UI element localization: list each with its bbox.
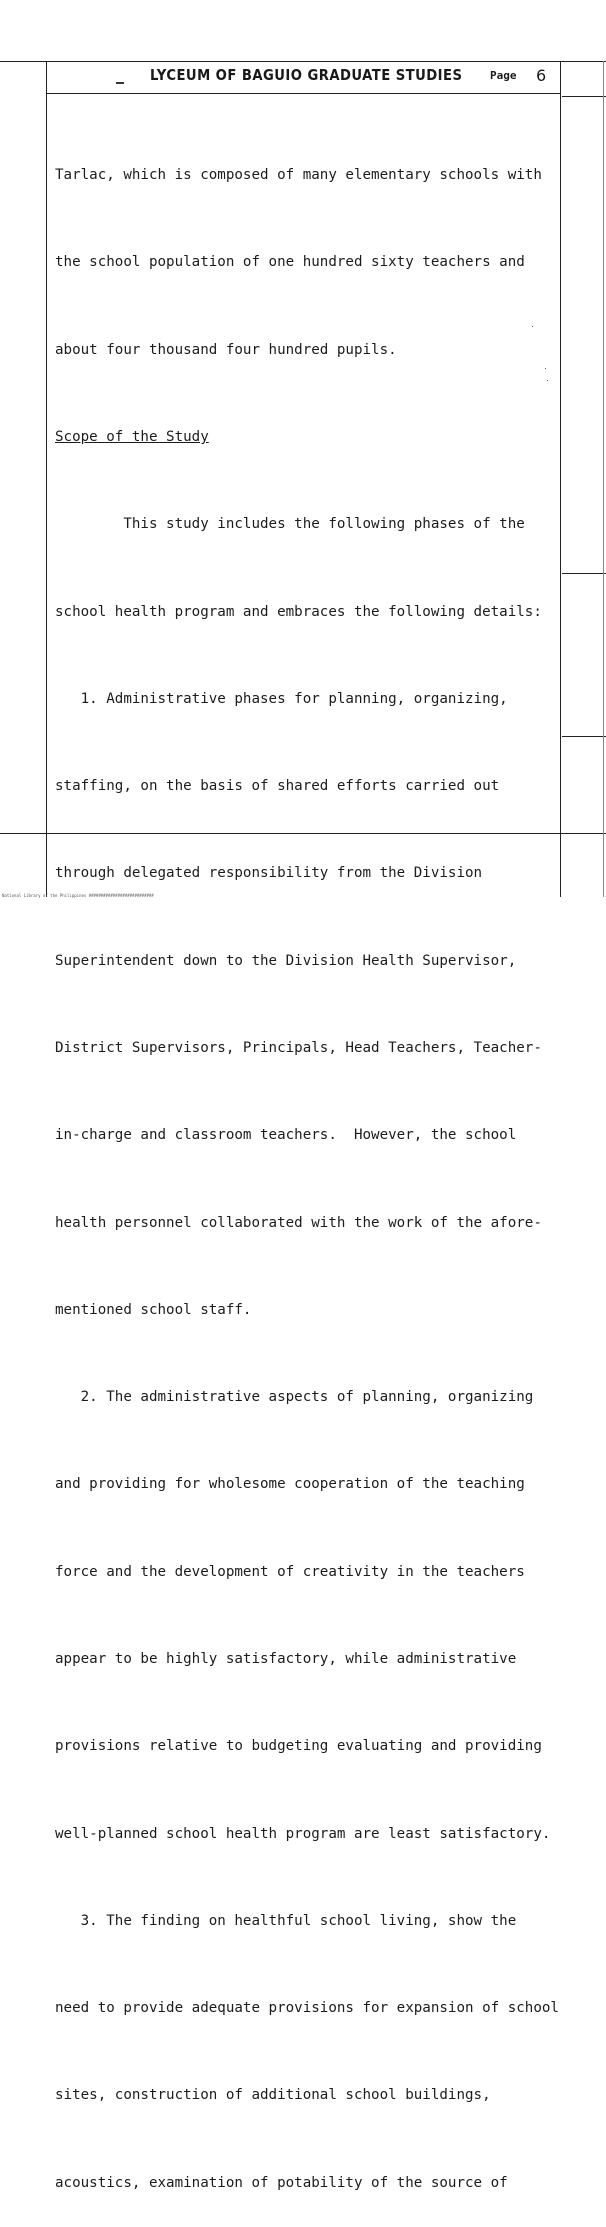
- page-label: Page: [490, 69, 517, 82]
- text-line: provisions relative to budgeting evaluating and providing: [55, 1738, 542, 1755]
- text-line: school health program and embraces the following details:: [55, 603, 542, 620]
- header-underline: [46, 93, 560, 94]
- right-edge-rule-1: [562, 96, 606, 97]
- page-title: LYCEUM OF BAGUIO GRADUATE STUDIES: [150, 66, 463, 84]
- text-line: 3. The finding on healthful school living, show the: [55, 1912, 517, 1929]
- text-line: through delegated responsibility from the Division: [55, 865, 483, 882]
- left-margin-rule: [46, 61, 47, 897]
- text-line: health personnel collaborated with the work of the afore-: [55, 1214, 542, 1231]
- text-line: Tarlac, which is composed of many elementary schools with: [55, 167, 542, 184]
- text-line: acoustics, examination of potability of the source of: [55, 2174, 508, 2191]
- right-edge-rule-2: [562, 573, 606, 574]
- document-body: [55, 103, 560, 2227]
- scan-speck: [547, 380, 548, 381]
- text-line: District Supervisors, Principals, Head Teachers, Teacher-: [55, 1040, 542, 1056]
- text-line: in-charge and classroom teachers. However, the school: [55, 1127, 517, 1144]
- text-line: 2. The administrative aspects of planning, organizing: [55, 1389, 534, 1406]
- text-line: well-planned school health program are least satisfactory.: [55, 1825, 551, 1842]
- right-edge-rule-3: [562, 736, 606, 737]
- scan-speck: [532, 326, 533, 327]
- text-line: This study includes the following phases of the: [55, 516, 525, 533]
- text-line: appear to be highly satisfactory, while administrative: [55, 1650, 517, 1667]
- text-line: Superintendent down to the Division Health Supervisor,: [55, 952, 517, 969]
- right-margin-rule: [560, 61, 561, 897]
- top-rule: [0, 61, 606, 62]
- library-watermark: National Library of the Philippines ###########################: [2, 893, 154, 898]
- header-dash: [116, 82, 124, 84]
- text-line: and providing for wholesome cooperation of the teaching: [55, 1476, 525, 1493]
- text-line: 1. Administrative phases for planning, organizing,: [55, 690, 508, 707]
- text-line: about four thousand four hundred pupils.: [55, 341, 397, 358]
- text-line: force and the development of creativity in the teachers: [55, 1563, 525, 1580]
- section-heading: Scope of the Study: [55, 429, 209, 446]
- text-line: need to provide adequate provisions for expansion of school: [55, 2000, 559, 2017]
- text-line: mentioned school staff.: [55, 1301, 252, 1318]
- scan-speck: [545, 368, 546, 369]
- text-line: sites, construction of additional school buildings,: [55, 2087, 491, 2104]
- page-number: 6: [536, 66, 547, 85]
- text-line: staffing, on the basis of shared efforts carried out: [55, 778, 500, 795]
- far-right-edge: [603, 61, 604, 897]
- text-line: the school population of one hundred sixty teachers and: [55, 254, 525, 271]
